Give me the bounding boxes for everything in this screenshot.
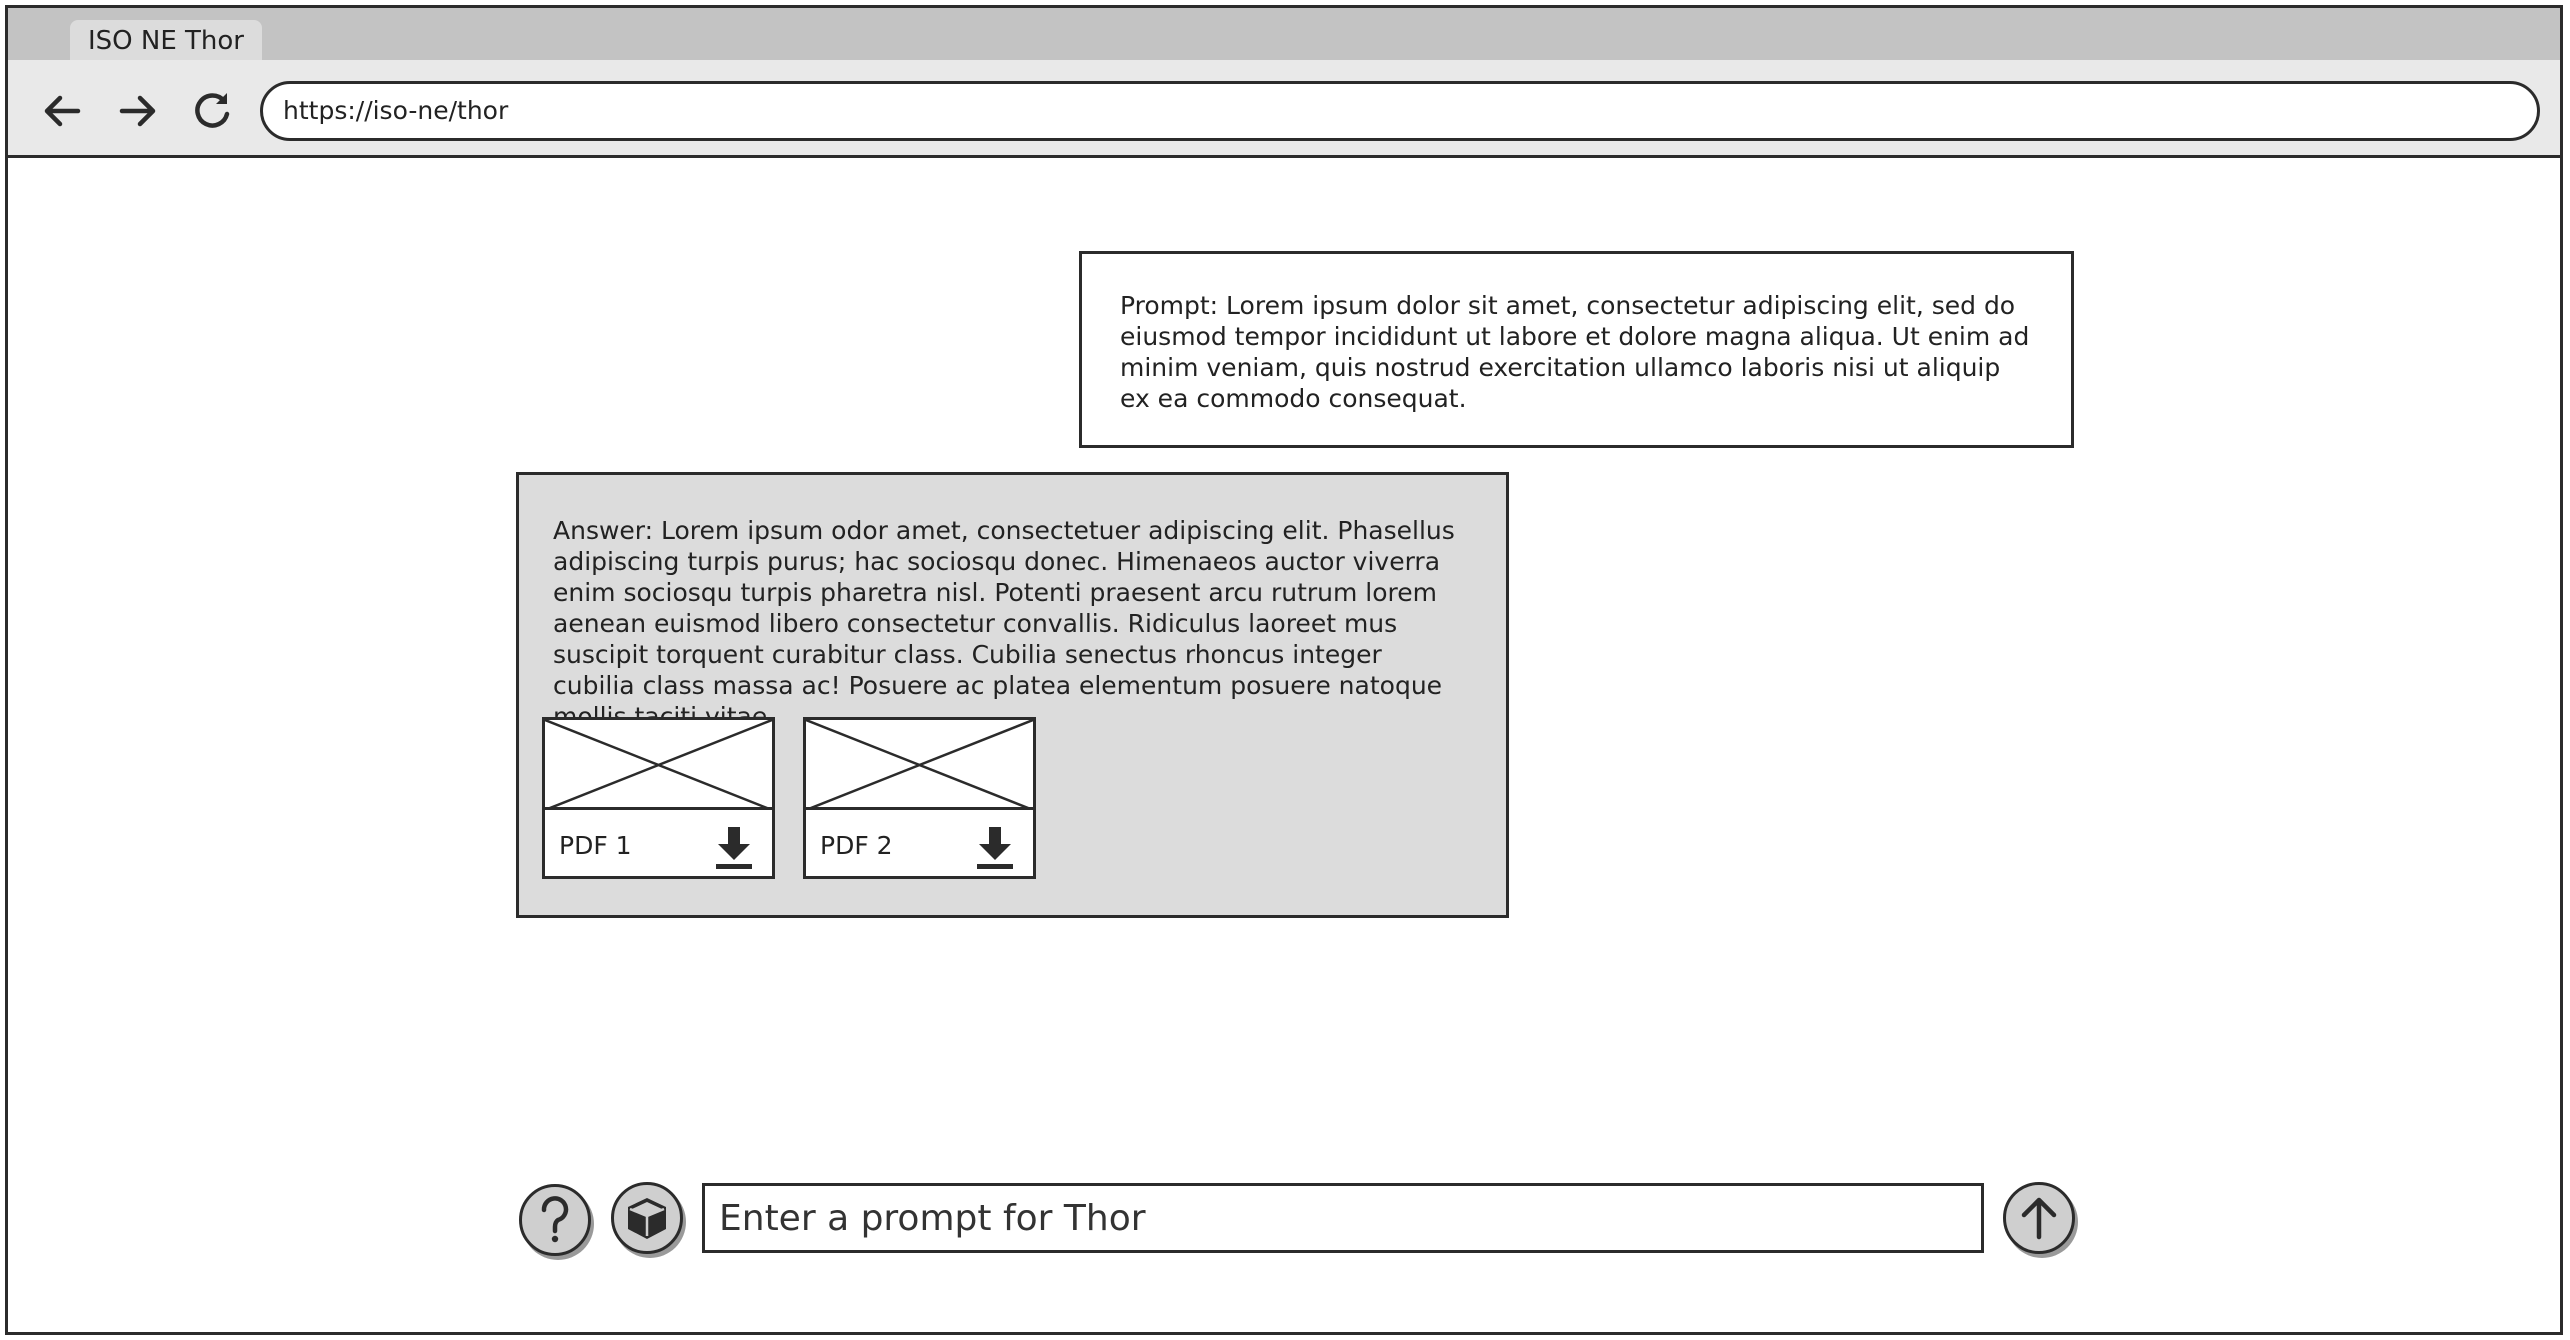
image-placeholder-icon bbox=[545, 720, 772, 810]
navigation-bar bbox=[8, 60, 2560, 158]
pdf-attachment-1[interactable] bbox=[542, 717, 775, 879]
forward-button[interactable] bbox=[114, 87, 162, 135]
send-button[interactable] bbox=[2003, 1182, 2075, 1254]
answer-text: Answer: Lorem ipsum odor amet, consectetuer adipiscing elit. Phasellus adipiscing turpis purus; hac sociosqu donec. Himenaeos auctor viverra enim sociosqu turpis pharetra nisl. Potenti praesent arcu rutrum lorem aenean euismod libero consectetur convallis. Ridiculus laoreet mus suscipit torquent curabitur class. Cubilia senectus rhoncus integer cubilia class massa ac! Posuere ac platea elementum posuere natoque bbox=[553, 516, 1455, 700]
pdf-label: PDF 1 bbox=[559, 831, 632, 860]
browser-window bbox=[5, 5, 2563, 1335]
back-button[interactable] bbox=[38, 87, 86, 135]
answer-message bbox=[516, 472, 1509, 918]
help-icon bbox=[522, 1187, 588, 1253]
pdf-thumbnail bbox=[806, 720, 1033, 810]
prompt-text: Prompt: Lorem ipsum dolor sit amet, consectetur adipiscing elit, sed do eiusmod tempor incididunt ut labore et dolore magna aliqua. Ut enim ad minim veniam, quis nostrud exercitation ullamco laboris nisi ut aliquip ex ea commodo consequat. bbox=[1120, 291, 2030, 413]
arrow-left-icon bbox=[38, 87, 86, 135]
tab-bar bbox=[8, 8, 2560, 60]
send-arrow-icon bbox=[2006, 1185, 2072, 1251]
arrow-right-icon bbox=[114, 87, 162, 135]
pdf-label: PDF 2 bbox=[820, 831, 893, 860]
browser-tab[interactable]: ISO NE Thor bbox=[70, 20, 262, 62]
download-icon[interactable] bbox=[714, 824, 754, 870]
cube-icon bbox=[614, 1185, 680, 1251]
prompt-message bbox=[1079, 251, 2074, 448]
pdf-thumbnail bbox=[545, 720, 772, 810]
cube-button[interactable] bbox=[611, 1182, 683, 1254]
image-placeholder-icon bbox=[806, 720, 1033, 810]
reload-icon bbox=[188, 87, 236, 135]
reload-button[interactable] bbox=[188, 87, 236, 135]
download-icon[interactable] bbox=[975, 824, 1015, 870]
prompt-input[interactable] bbox=[702, 1183, 1984, 1253]
address-bar[interactable]: https://iso-ne/thor bbox=[260, 81, 2540, 141]
help-button[interactable] bbox=[519, 1184, 591, 1256]
pdf-attachment-2[interactable] bbox=[803, 717, 1036, 879]
